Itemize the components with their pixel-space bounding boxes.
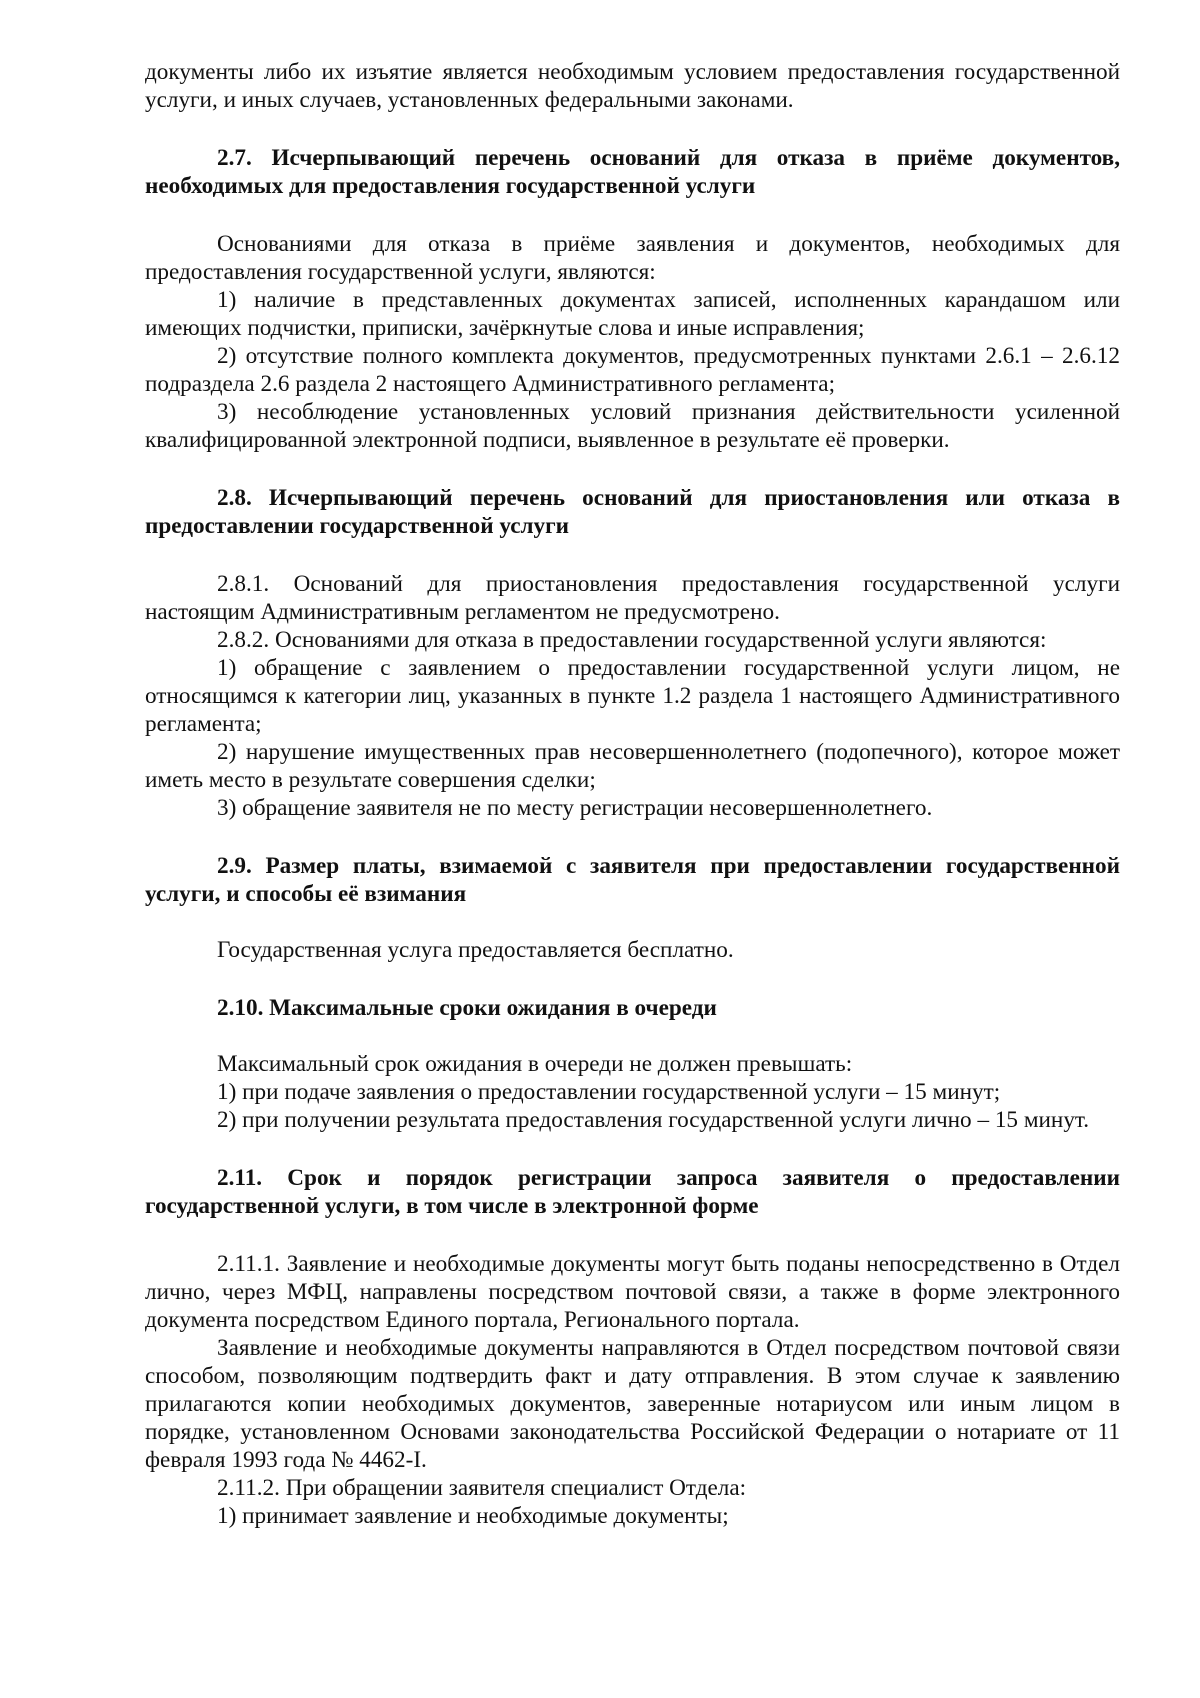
section-2-9-paragraph: Государственная услуга предоставляется бесплатно. <box>217 937 734 963</box>
section-2-10-item-1: 1) при подаче заявления о предоставлении государственной услуги – 15 минут; <box>217 1079 1001 1105</box>
section-2-10-item-2: 2) при получении результата предоставления государственной услуги лично – 15 минут. <box>217 1107 1090 1133</box>
continuation-paragraph: документы либо их изъятие является необходимым условием предоставления государственной услуги, и иных случаев, установленных федеральными законами. <box>145 59 1120 113</box>
section-2-8-item-3: 3) обращение заявителя не по месту регистрации несовершеннолетнего. <box>217 795 933 821</box>
section-2-8-heading: 2.8. Исчерпывающий перечень оснований для приостановления или отказа в предоставлении государственной услуги <box>145 485 1120 539</box>
section-2-7-heading: 2.7. Исчерпывающий перечень оснований для отказа в приёме документов, необходимых для предоставления государственной услуги <box>145 145 1120 199</box>
section-2-8-1-paragraph: 2.8.1. Оснований для приостановления предоставления государственной услуги настоящим Административным регламентом не предусмотрено. <box>145 571 1120 625</box>
section-2-11-heading: 2.11. Срок и порядок регистрации запроса заявителя о предоставлении государственной услуги, в том числе в электронной форме <box>145 1165 1120 1219</box>
section-2-7-item-3: 3) несоблюдение установленных условий признания действительности усиленной квалифицированной электронной подписи, выявленное в результате её проверки. <box>145 399 1120 453</box>
section-2-9-heading: 2.9. Размер платы, взимаемой с заявителя при предоставлении государственной услуги, и способы её взимания <box>145 853 1120 907</box>
section-2-7-item-1: 1) наличие в представленных документах записей, исполненных карандашом или имеющих подчистки, приписки, зачёркнутые слова и иные исправления; <box>145 287 1120 341</box>
section-2-10-heading: 2.10. Максимальные сроки ожидания в очереди <box>217 995 717 1021</box>
section-2-11-postal-paragraph: Заявление и необходимые документы направляются в Отдел посредством почтовой связи способом, позволяющим подтвердить факт и дату отправления. В этом случае к заявлению прилагаются копии необходимых документов, заверенные нотариусом или иным лицом в порядке, установленном Основами законодательства Российской Федерации о нотариате от 11 февраля 1993 года № 4462-I. <box>145 1335 1120 1473</box>
section-2-11-2-paragraph: 2.11.2. При обращении заявителя специалист Отдела: <box>217 1475 747 1501</box>
section-2-7-item-2: 2) отсутствие полного комплекта документов, предусмотренных пунктами 2.6.1 – 2.6.12 подраздела 2.6 раздела 2 настоящего Административного регламента; <box>145 343 1120 397</box>
section-2-11-item-1: 1) принимает заявление и необходимые документы; <box>217 1503 729 1529</box>
section-2-8-2-paragraph: 2.8.2. Основаниями для отказа в предоставлении государственной услуги являются: <box>217 627 1047 653</box>
section-2-10-intro: Максимальный срок ожидания в очереди не должен превышать: <box>217 1051 853 1077</box>
section-2-7-intro: Основаниями для отказа в приёме заявления и документов, необходимых для предоставления государственной услуги, являются: <box>145 231 1120 285</box>
document-page <box>145 58 1120 1530</box>
section-2-11-1-paragraph: 2.11.1. Заявление и необходимые документы могут быть поданы непосредственно в Отдел лично, через МФЦ, направлены посредством почтовой связи, а также в форме электронного документа посредством Единого портала, Регионального портала. <box>145 1251 1120 1333</box>
section-2-8-item-1: 1) обращение с заявлением о предоставлении государственной услуги лицом, не относящимся к категории лиц, указанных в пункте 1.2 раздела 1 настоящего Административного регламента; <box>145 655 1120 737</box>
section-2-8-item-2: 2) нарушение имущественных прав несовершеннолетнего (подопечного), которое может иметь место в результате совершения сделки; <box>145 739 1120 793</box>
